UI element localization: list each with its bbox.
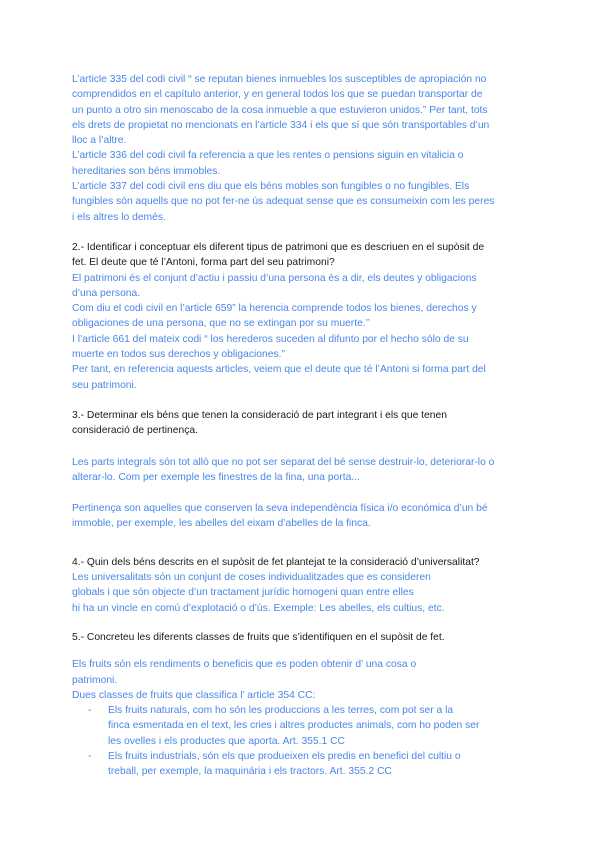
text-line: Per tant, en referencia aquests articles, veiem que el deute que té l’Antoni si forma part del [72,364,486,376]
text-line: un punto a otro sin menoscabo de la cosa inmueble a que estuvieron unidos.” Per tant, tots [72,104,488,116]
text-line: Les universalitats són un conjunt de coses individualitzades que es consideren [72,572,431,584]
text-line: els drets de propietat no mencionats en l’article 334 i els que sí que són transportables d’un [72,119,490,131]
text-line: 5.- Concreteu les diferents classes de fruits que s’identifiquen en el supòsit de fet. [72,631,445,643]
question-3 [72,408,534,439]
question-4 [72,555,534,570]
list-item [72,703,534,749]
text-line: finca esmentada en el text, les cries i altres productes animals, com ho poden ser [108,720,480,732]
text-line: d’una persona. [72,287,141,299]
text-line: consideració de pertinença. [72,425,198,437]
text-line: Pertinença son aquelles que conserven la seva independència física i/o económica d’un bé [72,503,488,515]
fruit-types-list [72,703,534,779]
answer-3-parts [72,455,534,486]
text-line: patrimoni. [72,674,118,686]
text-line: hi ha un vincle en comú d’explotació o d’ús. Exemple: Les abelles, els cultius, etc. [72,602,445,614]
text-line: Els fruits industrials, són els que produeixen els predis en benefici del cultiu o [108,750,461,762]
text-line: les ovelles i els productes que aporta. Art. 355.1 CC [108,735,345,747]
text-line: Dues classes de fruits que classifica l’ article 354 CC: [72,689,316,701]
text-line: 3.- Determinar els béns que tenen la consideració de part integrant i els que tenen [72,409,447,421]
text-line: I l’article 661 del mateix codi “ los herederos suceden al difunto por el hecho sólo de su [72,333,469,345]
text-line: 2.- Identificar i conceptuar els diferent tipus de patrimoni que es descriuen en el supòsit de [72,241,485,253]
text-line: obligaciones de una persona, que no se extingan por su muerte.’’ [72,318,371,330]
text-line: comprendidos en el capítulo anterior, y en general todos los que se puedan transportar de [72,89,483,101]
text-line: seu patrimoni. [72,379,137,391]
text-line: fungibles són aquells que no pot fer-ne ús adequat sense que es consumeixin com les peres [72,196,495,208]
text-line: lloc a l’altre. [72,135,127,147]
text-line: treball, per exemple, la maquinária i els tractors. Art. 355.2 CC [108,766,392,778]
text-line: immoble, per exemple, les abelles del eixam d’abelles de la finca. [72,518,371,530]
question-5 [72,630,534,645]
text-line: Els fruits són els rendiments o beneficis que es poden obtenir d’ una cosa o [72,659,417,671]
answer-3-pertinence [72,501,534,532]
question-2 [72,240,534,271]
answer-4 [72,570,534,616]
text-line: Les parts integrals són tot allò que no pot ser separat del bé sense destruir-lo, deteriorar-lo o [72,456,495,468]
text-line: fet. El deute que té l’Antoni, forma part del seu patrimoni? [72,257,335,269]
bullet-dash: - [88,750,92,762]
text-line: Els fruits naturals, com ho són les produccions a les terres, com pot ser a la [108,705,454,717]
text-line: El patrimoni és el conjunt d’actiu i passiu d’una persona és a dir, els deutes y obligacions [72,272,477,284]
answer-5 [72,657,534,779]
text-line: 4.- Quin dels béns descrits en el supòsit de fet plantejat te la consideració d’universalitat? [72,556,480,568]
list-item [72,749,534,780]
text-line: i els altres lo demés. [72,211,166,223]
text-line: Com diu el codi civil en l’article 659” la herencia comprende todos los bienes, derechos y [72,303,477,315]
text-line: muerte en todos sus derechos y obligaciones.” [72,349,285,361]
answer-2 [72,271,534,393]
text-line: L’article 337 del codi civil ens diu que els béns mobles son fungibles o no fungibles. Els [72,181,470,193]
bullet-dash: - [88,705,92,717]
text-line: alterar-lo. Com per exemple les finestres de la fina, una porta... [72,471,360,483]
text-line: hereditaries son béns immobles. [72,165,221,177]
text-line: globals i que són objecte d’un tractament jurídic homogeni quan entre elles [72,587,414,599]
text-line: L’article 336 del codi civil fa referencia a que les rentes o pensions siguin en vitalicia o [72,150,464,162]
text-line: L’article 335 del codi civil “ se reputan bienes inmuebles los susceptibles de apropiación no [72,74,487,85]
document-page [72,72,534,780]
intro-paragraph [72,72,534,225]
